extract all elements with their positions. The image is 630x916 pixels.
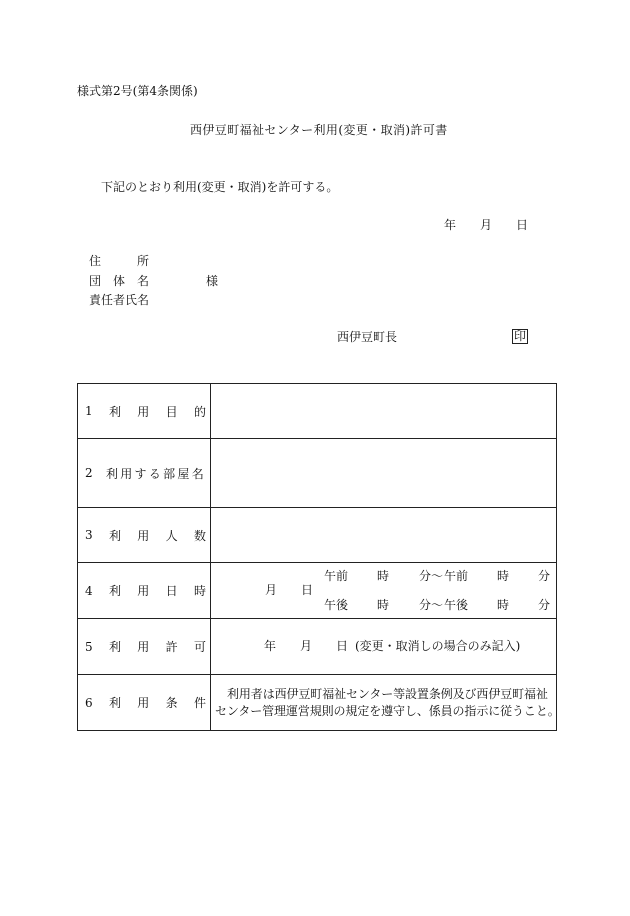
permit-month: 月: [300, 639, 313, 653]
attendees-label: 3 利 用 人 数: [78, 508, 211, 563]
usage-month: 月: [265, 583, 278, 597]
conditions-line-1: 利用者は西伊豆町福祉センター等設置条例及び西伊豆町福祉: [227, 687, 548, 701]
usage-day: 日: [301, 583, 314, 597]
am-tilde: ～: [431, 569, 444, 583]
am-from-label: 午前: [324, 569, 349, 583]
conditions-text: [211, 675, 560, 731]
pm-to-minute: 分: [538, 598, 551, 612]
pm-to-hour: 時: [497, 598, 510, 612]
room-label: 2 利用する部屋名: [78, 439, 211, 508]
permit-field[interactable]: [211, 619, 557, 675]
form-number: 様式第2号(第4条関係): [77, 84, 198, 98]
pm-tilde: ～: [431, 598, 444, 612]
form-table: [77, 383, 560, 731]
table-row-room: [78, 439, 557, 508]
representative-label: 責任者氏名: [89, 293, 150, 307]
address-label: 住 所: [89, 254, 149, 268]
am-to-label: 午前: [444, 569, 469, 583]
permit-label: 5 利 用 許 可: [78, 619, 211, 675]
table-row-conditions: [78, 675, 557, 731]
room-field[interactable]: [211, 439, 557, 508]
am-to-hour: 時: [497, 569, 510, 583]
pm-from-minute: 分: [419, 598, 432, 612]
seal-label: 印: [514, 329, 527, 343]
conditions-line-2: センター管理運営規則の規定を遵守し、係員の指示に従うこと。: [215, 704, 560, 718]
table-row-purpose: [78, 384, 557, 439]
seal-mark: [512, 329, 528, 344]
permit-year: 年: [264, 639, 277, 653]
table-row-datetime: [78, 563, 557, 619]
document-title: 西伊豆町福祉センター利用(変更・取消)許可書: [190, 123, 448, 137]
table-row-attendees: [78, 508, 557, 563]
datetime-field[interactable]: [211, 563, 557, 619]
issue-date-year: 年: [444, 218, 457, 232]
permission-statement: 下記のとおり利用(変更・取消)を許可する。: [101, 180, 339, 194]
honorific: 様: [206, 274, 219, 288]
purpose-field[interactable]: [211, 384, 557, 439]
permit-note: (変更・取消しの場合のみ記入): [355, 639, 521, 653]
table-row-permit: [78, 619, 557, 675]
pm-to-label: 午後: [444, 598, 469, 612]
pm-from-label: 午後: [324, 598, 349, 612]
am-to-minute: 分: [538, 569, 551, 583]
attendees-field[interactable]: [211, 508, 557, 563]
am-from-hour: 時: [377, 569, 390, 583]
issue-date-month: 月: [480, 218, 493, 232]
am-from-minute: 分: [419, 569, 432, 583]
purpose-label: 1 利 用 目 的: [78, 384, 211, 439]
issue-date-day: 日: [516, 218, 529, 232]
permit-day: 日: [336, 639, 349, 653]
datetime-label: 4 利 用 日 時: [78, 563, 211, 619]
pm-from-hour: 時: [377, 598, 390, 612]
issuer-title: 西伊豆町長: [337, 330, 398, 344]
conditions-label: 6 利 用 条 件: [78, 675, 211, 731]
group-name-label: 団 体 名: [89, 274, 149, 288]
